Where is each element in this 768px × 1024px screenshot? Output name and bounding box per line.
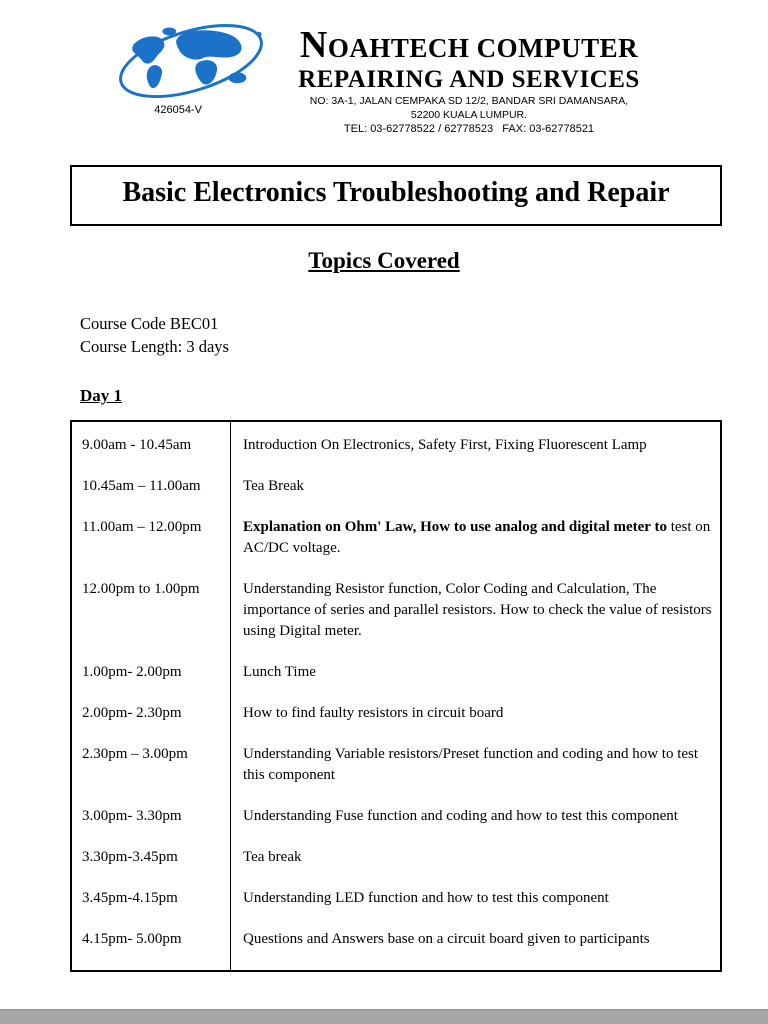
company-header	[298, 14, 640, 137]
schedule-description	[230, 888, 720, 929]
contact-line: TEL: 03-62778522 / 62778523 FAX: 03-62778521	[343, 123, 595, 136]
schedule-description-text: Understanding Resistor function, Color Coding and Calculation, The importance of series and parallel resistors. How to check the value of resistors using Digital meter.	[243, 581, 712, 639]
schedule-description-text: Understanding Fuse function and coding and how to test this component	[243, 808, 678, 824]
course-length: Course Length: 3 days	[80, 336, 229, 356]
schedule-time: 1.00pm- 2.00pm	[82, 664, 182, 680]
schedule-description-text: Understanding Variable resistors/Preset function and coding and how to test this component	[243, 746, 699, 783]
schedule-time: 10.45am – 11.00am	[82, 478, 201, 494]
address-line-1: NO: 3A-1, JALAN CEMPAKA SD 12/2, BANDAR SRI DAMANSARA,	[309, 94, 629, 107]
schedule-time: 2.30pm – 3.00pm	[82, 746, 188, 762]
schedule-description-text: Lunch Time	[243, 664, 316, 680]
schedule-time: 3.30pm-3.45pm	[82, 849, 178, 865]
globe-orbit-logo-icon	[112, 14, 270, 112]
schedule-description	[230, 703, 720, 744]
schedule-time: 9.00am - 10.45am	[82, 437, 192, 453]
company-name-rest: OAHTECH COMPUTER	[327, 33, 639, 63]
company-logo	[112, 14, 272, 116]
schedule-description	[230, 847, 720, 888]
letterhead	[0, 14, 768, 137]
day-heading: Day 1	[80, 386, 123, 405]
company-name-initial: N	[299, 24, 328, 66]
registration-number: 426054-V	[154, 104, 203, 116]
schedule-time: 3.45pm-4.15pm	[82, 890, 178, 906]
schedule-description	[230, 744, 720, 806]
document-title: Basic Electronics Troubleshooting and Repair	[122, 177, 670, 209]
schedule-description	[230, 579, 720, 662]
company-subtitle: REPAIRING AND SERVICES	[298, 65, 640, 93]
schedule-description	[230, 662, 720, 703]
schedule-time: 12.00pm to 1.00pm	[82, 581, 200, 597]
schedule-description-text: Introduction On Electronics, Safety First, Fixing Fluorescent Lamp	[243, 437, 647, 453]
schedule-description-text: Understanding LED function and how to test this component	[243, 890, 609, 906]
schedule-table	[70, 420, 722, 972]
course-code: Course Code BEC01	[80, 313, 219, 333]
viewer-bottom-bar	[0, 1009, 768, 1024]
schedule-description-text: Tea break	[243, 849, 302, 865]
document-title-box	[70, 165, 722, 225]
schedule-description-bold: Explanation on Ohm' Law, How to use analog and digital meter to	[243, 519, 667, 535]
schedule-time: 4.15pm- 5.00pm	[82, 931, 182, 947]
schedule-description	[230, 422, 720, 476]
schedule-description	[230, 476, 720, 517]
schedule-description-text: Tea Break	[243, 478, 304, 494]
schedule-description	[230, 517, 720, 579]
schedule-description	[230, 929, 720, 970]
schedule-description-text: Questions and Answers base on a circuit board given to participants	[243, 931, 650, 947]
schedule-time: 3.00pm- 3.30pm	[82, 808, 182, 824]
schedule-time: 2.00pm- 2.30pm	[82, 705, 182, 721]
schedule-description-text: How to find faulty resistors in circuit board	[243, 705, 504, 721]
schedule-description-text: test on AC/DC voltage.	[243, 519, 711, 556]
schedule-time: 11.00am – 12.00pm	[82, 519, 202, 535]
address-line-2: 52200 KUALA LUMPUR.	[410, 108, 528, 121]
company-name	[298, 24, 640, 68]
schedule-description	[230, 806, 720, 847]
section-heading: Topics Covered	[308, 247, 460, 273]
